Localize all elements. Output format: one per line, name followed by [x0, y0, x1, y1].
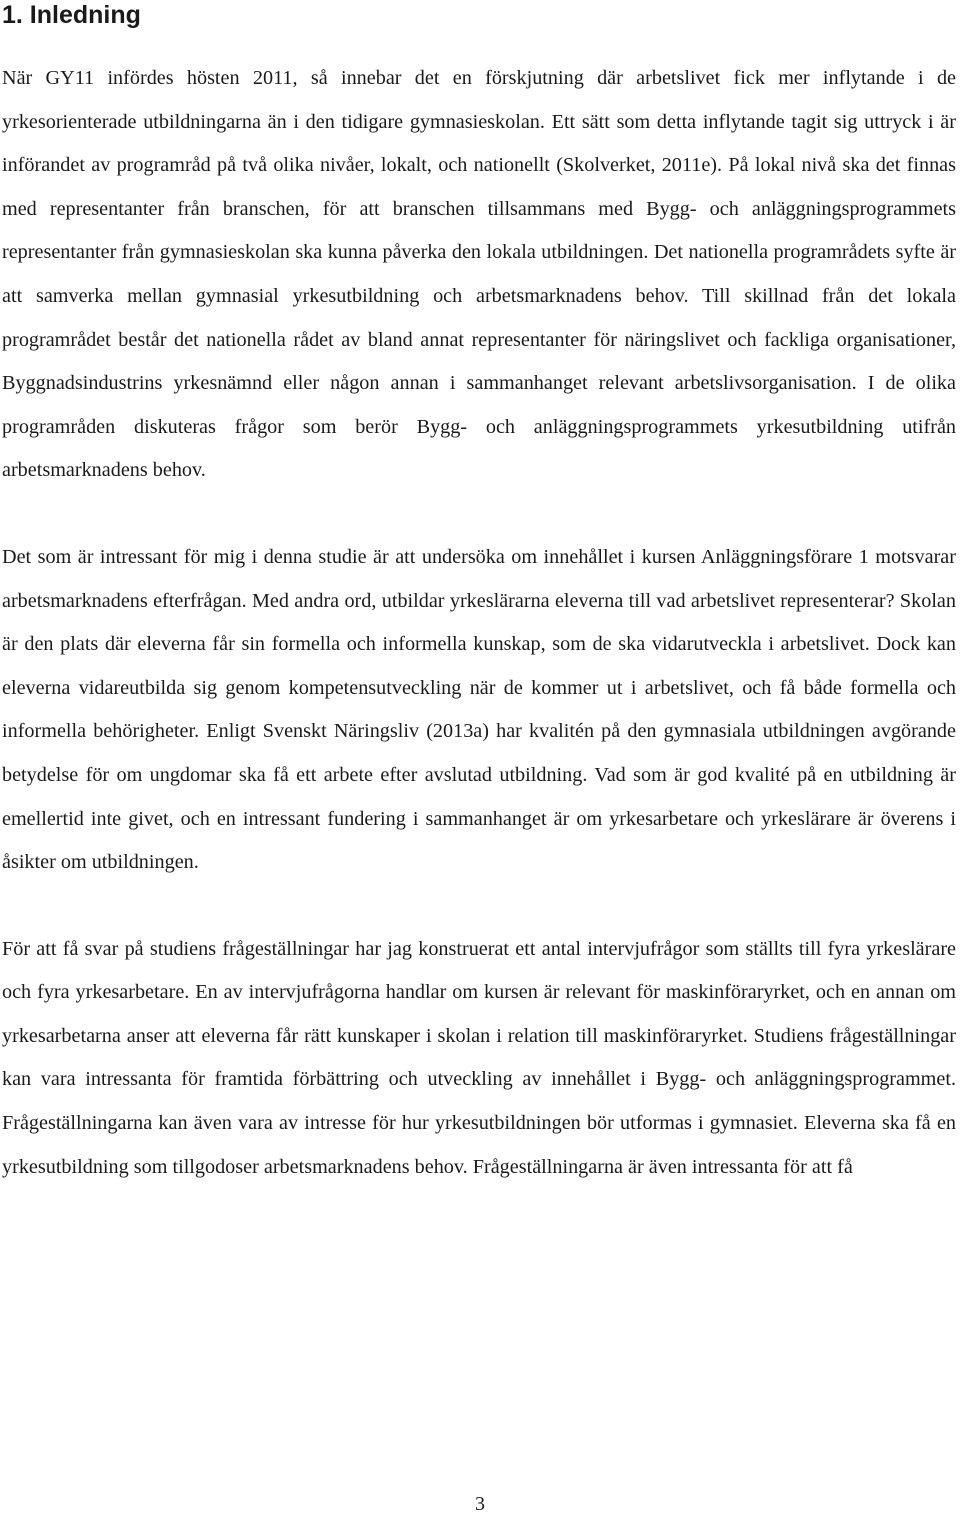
document-page: [2, 0, 956, 1189]
section-heading: 1. Inledning: [2, 1, 141, 29]
paragraph-3: För att få svar på studiens frågeställningar har jag konstruerat ett antal intervjufrågor som ställts till fyra yrkeslärare och fyra yrkesarbetare. En av intervjufrågorna handlar om kursen är relevant för maskinföraryrket, och en annan om yrkesarbetarna anser att eleverna får rätt kunskaper i skolan i relation till maskinföraryrket. Studiens frågeställningar kan vara intressanta för framtida förbättring och utveckling av innehållet i Bygg- och anläggningsprogrammet. Frågeställningarna kan även vara av intresse för hur yrkesutbildningen bör utformas i gymnasiet. Eleverna ska få en yrkesutbildning som tillgodoser arbetsmarknadens behov. Frågeställningarna är även intressanta för att få: [2, 937, 956, 1178]
paragraph-1: När GY11 infördes hösten 2011, så innebar det en förskjutning där arbetslivet fick mer inflytande i de yrkesorienterade utbildningarna än i den tidigare gymnasieskolan. Ett sätt som detta inflytande tagit sig uttryck i är införandet av programråd på två olika nivåer, lokalt, och nationellt (Skolverket, 2011e). På lokal nivå ska det finnas med representanter från branschen, för att branschen tillsammans med Bygg- och anläggningsprogrammets representanter från gymnasieskolan ska kunna påverka den lokala utbildningen. Det nationella programrådets syfte är att samverka mellan gymnasial yrkesutbildning och arbetsmarknadens behov. Till skillnad från det lokala programrådet består det nationella rådet av bland annat representanter för näringslivet och fackliga organisationer, Byggnadsindustrins yrkesnämnd eller någon annan i sammanhanget relevant arbetslivsorganisation. I de olika programråden diskuteras frågor som berör Bygg- och anläggningsprogrammets yrkesutbildning utifrån arbetsmarknadens behov.: [2, 67, 956, 482]
page-number: 3: [475, 1493, 485, 1515]
paragraph-2: Det som är intressant för mig i denna studie är att undersöka om innehållet i kursen Anläggningsförare 1 motsvarar arbetsmarknadens efterfrågan. Med andra ord, utbildar yrkeslärarna eleverna till vad arbetslivet representerar? Skolan är den plats där eleverna får sin formella och informella kunskap, som de ska vidarutveckla i arbetslivet. Dock kan eleverna vidareutbilda sig genom kompetensutveckling när de kommer ut i arbetslivet, och få både formella och informella behörigheter. Enligt Svenskt Näringsliv (2013a) har kvalitén på den gymnasiala utbildningen avgörande betydelse för om ungdomar ska få ett arbete efter avslutad utbildning. Vad som är god kvalité på en utbildning är emellertid inte givet, och en intressant fundering i sammanhanget är om yrkesarbetare och yrkeslärare är överens i åsikter om utbildningen.: [2, 545, 956, 874]
